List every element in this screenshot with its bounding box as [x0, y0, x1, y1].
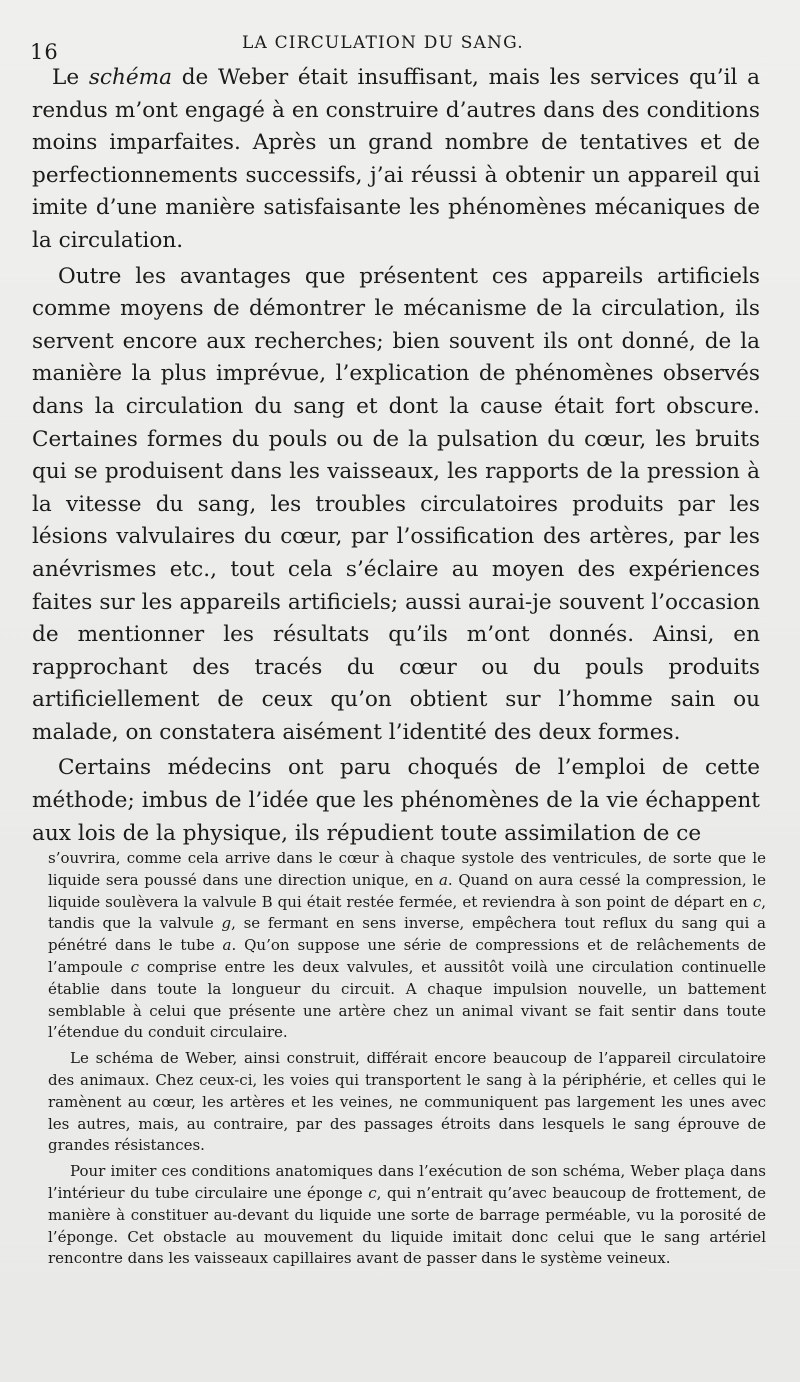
main-text [32, 62, 760, 850]
footnote [48, 848, 766, 1270]
paragraph-1 [32, 62, 760, 258]
paragraph-3: Certains médecins ont paru choqués de l’emploi de cette méthode; imbus de l’idée que les phénomènes de la vie échappent aux lois de la physique, ils répudient toute assimilation de ce [32, 755, 760, 846]
footnote-text: , tandis que la valvule [48, 892, 766, 933]
footnote-paragraph-2: Le schéma de Weber, ainsi construit, différait encore beaucoup de l’appareil circulatoire des animaux. Chez ceux-ci, les voies qui transportent le sang à la périphérie, et celles qui le ramènent au cœur, les artères et les veines, ne communiquent pas largement les unes avec les autres, mais, au contraire, par des passages étroits dans lesquels le sang éprouve de grandes résistances. [48, 1049, 766, 1155]
footnote-text: Pour imiter ces conditions anatomiques dans l’exécution de son schéma, Weber plaça dans l’intérieur du tube circulaire une éponge [48, 1162, 766, 1202]
running-head: LA CIRCULATION DU SANG. [242, 33, 524, 53]
footnote-variable: c [368, 1183, 377, 1202]
paragraph-1-rest: de Weber était insuffisant, mais les services qu’il a rendus m’ont engagé à en construire d’autres dans des conditions moins imparfaites. Après un grand nombre de tentatives et de perfectionnements successifs, j’ai réussi à obtenir un appareil qui imite d’une manière satisfaisante les phénomènes mécaniques de la circulation. [32, 65, 760, 253]
footnote-text: . Quand on aura cessé la compression, le liquide soulèvera la valvule B qui était restée fermée, et reviendra à son point de départ en [48, 870, 767, 911]
footnote-text: , se fermant en sens inverse, empêchera tout reflux du sang qui a pénétré dans le tube [48, 914, 766, 955]
footnote-text: , qui n’entrait qu’avec beaucoup de frottement, de manière à constituer au-devant du liquide une sorte de barrage perméable, vu la porosité de l’éponge. Cet obstacle au mouvement du liquide imitait donc celui que le sang artériel rencontre dans les vaisseaux capillaires avant de passer dans le système veineux. [48, 1183, 766, 1268]
page-number: 16 [30, 40, 59, 64]
footnote-variable: g [221, 914, 232, 933]
paragraph-1-start: Le [52, 65, 89, 90]
footnote-text: s’ouvrira, comme cela arrive dans le cœur à chaque systole des ventricules, de sorte que le liquide sera poussé dans une direction unique, en [48, 849, 766, 889]
footnote-variable: c [752, 892, 762, 911]
footnote-text: . Qu’on suppose une série de compressions et de relâchements de l’ampoule [48, 936, 766, 976]
page-header [30, 30, 770, 64]
italic-schema: schéma [88, 65, 173, 90]
paragraph-2: Outre les avantages que présentent ces appareils artificiels comme moyens de démontrer le mécanisme de la circulation, ils servent encore aux recherches; bien souvent ils ont donné, de la manière la plus imprévue, l’explication de phénomènes observés dans la circulation du sang et dont la cause était fort obscure. Certaines formes du pouls ou de la pulsation du cœur, les bruits qui se produisent dans les vaisseaux, les rapports de la pression à la vitesse du sang, les troubles circulatoires produits par les lésions valvulaires du cœur, par l’ossification des artères, par les anévrismes etc., tout cela s’éclaire au moyen des expériences faites sur les appareils artificiels; aussi aurai-je souvent l’occasion de mentionner les résultats qu’ils m’ont donnés. Ainsi, en rapprochant des tracés du cœur ou du pouls produits artificiellement de ceux qu’on obtient sur l’homme sain ou malade, on constatera aisément l’identité des deux formes. [32, 263, 760, 745]
footnote-variable: a [222, 936, 232, 955]
footnote-paragraph-3 [48, 1161, 766, 1270]
footnote-variable: c [130, 957, 139, 976]
footnote-text: comprise entre les deux valvules, et aussitôt voilà une circulation continuelle établie dans toute la longueur du circuit. A chaque impulsion nouvelle, un battement semblable à celui que présente une artère chez un animal vivant se fait sentir dans toute l’étendue du conduit circulaire. [48, 957, 766, 1042]
footnote-paragraph-1 [48, 848, 766, 1044]
footnote-variable: a [438, 870, 448, 889]
